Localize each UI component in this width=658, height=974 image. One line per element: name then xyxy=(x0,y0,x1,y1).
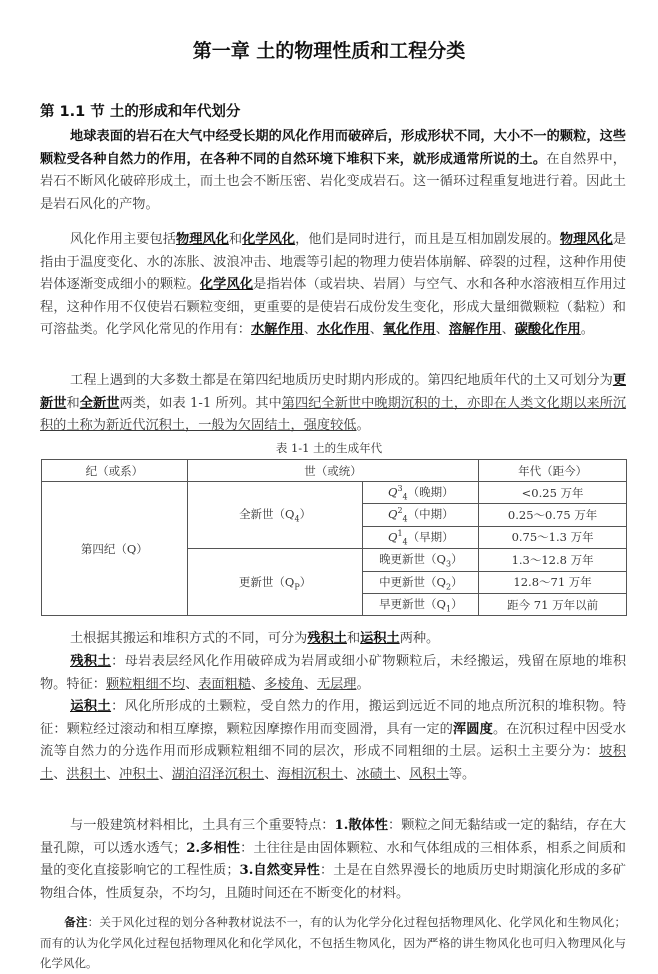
stage-label: （中期） xyxy=(407,507,454,522)
text: 是指岩体（或岩块、岩屑）与空气、水和各种水溶液相互作用过程，这种作用不仅使岩石颗粒变细，更重要的是使岩石成份发生变化，形成大量细微颗粒（黏粒）和可溶盐类。化学风化常见的作用有： xyxy=(40,277,627,338)
text: 和 xyxy=(346,631,361,646)
stage-label: （晚期） xyxy=(407,485,454,500)
soil-definition-rest: 在自然界中，岩石不断风化破碎形成土，而土也会不断压密、岩化变成岩石。这一循环过程重复地进行着。因此土是岩石风化的产物。 xyxy=(40,151,626,212)
table-header: 世（或统） xyxy=(187,460,479,482)
age-cell: <0.25 万年 xyxy=(479,482,627,504)
term-residual-soil: 残积土 xyxy=(70,654,112,669)
term-chemical-weathering: 化学风化 xyxy=(242,232,296,247)
separator: 、 xyxy=(264,766,278,782)
soil-age-table xyxy=(41,459,627,616)
paragraph-transport-types xyxy=(40,628,626,651)
stage-cell xyxy=(363,482,479,504)
term-hydrolysis: 水解作用 xyxy=(251,322,304,338)
text: 。 xyxy=(580,322,594,338)
text: 两种。 xyxy=(399,631,440,646)
text: 。 xyxy=(356,418,370,434)
text: 等。 xyxy=(448,766,476,782)
note-text: ：关于风化过程的划分各种教材说法不一，有的认为化学分化过程包括物理风化、化学风化和生物风化；而有的认为化学风化过程包括物理风化和化学风化，不包括生物风化，因为严格的讲生物风化也可归入物理风化与化学风化。 xyxy=(40,915,626,970)
soil-type-item: 洪积土 xyxy=(66,766,106,782)
stage-cell xyxy=(363,504,479,526)
underlined-statement: 第四纪全新世中晚期沉积的土，亦即在人类文化期以来所沉积的土称为新近代沉积土，一般为欠固结土，强度较低 xyxy=(40,395,627,434)
stage-label-end: ） xyxy=(451,597,463,611)
stage-label-end: ） xyxy=(451,552,463,567)
stage-cell xyxy=(363,593,479,615)
separator: 、 xyxy=(251,676,265,692)
term-physical-weathering: 物理风化 xyxy=(175,232,229,247)
text: 风化作用主要包括 xyxy=(70,232,176,247)
epoch-subscript: 4 xyxy=(294,514,300,524)
stage-label: 早更新世（Q xyxy=(379,597,446,611)
age-cell: 1.3～12.8 万年 xyxy=(479,549,627,571)
separator: 、 xyxy=(105,766,120,782)
paragraph-quaternary xyxy=(40,370,626,438)
table-caption: 表 1-1 土的生成年代 xyxy=(275,441,383,455)
stage-label: （早期） xyxy=(407,529,454,544)
text: ，他们是同时进行，而且是互相加剧发展的。 xyxy=(295,232,560,247)
term-transported-soil: 运积土 xyxy=(70,699,112,714)
stage-label: 晚更新世（Q xyxy=(379,552,446,567)
table-header: 年代（距今） xyxy=(479,460,627,482)
symbol: Q xyxy=(388,507,398,522)
soil-definition-bold: 地球表面的岩石在大气中经受长期的风化作用而破碎后，形成形状不同，大小不一的颗粒，这些颗粒受各种自然力的作用，在各种不同的自然环境下堆积下来，就形成通常所说的土。 xyxy=(40,129,626,167)
term-transported-soil: 运积土 xyxy=(360,631,400,646)
superscript: 3 xyxy=(397,484,403,494)
soil-type-item: 冰碛土 xyxy=(356,766,397,782)
subscript: 4 xyxy=(402,537,408,547)
paragraph-residual-soil xyxy=(40,651,626,696)
text: 。在沉积过程中因受水流等自然力的分选作用而形成颗粒粗细不同的层次，形成不同粗细的土层。运积土主要分为： xyxy=(40,721,627,760)
text: 和 xyxy=(228,232,243,247)
text: ：土往往是由固体颗粒、水和气体组成的三相体系，相系之间质和量的变化直接影响它的工程性质； xyxy=(40,840,626,879)
paragraph-soil-definition xyxy=(40,126,626,216)
epoch-label: 更新世（Q xyxy=(238,574,295,589)
text: 。 xyxy=(356,676,370,692)
footnote xyxy=(40,912,626,974)
separator: 、 xyxy=(369,322,383,338)
feature-item: 表面粗糙 xyxy=(198,676,251,692)
text: 与一般建筑材料相比，土具有三个重要特点： xyxy=(70,818,335,833)
term-physical-weathering: 物理风化 xyxy=(559,232,613,247)
separator: 、 xyxy=(343,766,357,782)
term-multiphase: 2.多相性 xyxy=(186,840,241,856)
text: ：颗粒之间无黏结或一定的黏结，存在大量孔隙，可以透水透气； xyxy=(40,818,626,856)
term-residual-soil: 残积土 xyxy=(307,631,347,646)
table-header-row xyxy=(42,460,627,482)
term-chemical-weathering: 化学风化 xyxy=(199,277,254,293)
stage-label: 中更新世（Q xyxy=(379,574,446,589)
age-cell: 12.8～71 万年 xyxy=(479,571,627,593)
feature-item: 无层理 xyxy=(316,676,357,692)
text: 工程上遇到的大多数土都是在第四纪地质历史时期内形成的。第四纪地质年代的土又可划分为 xyxy=(70,373,613,388)
note-label: 备注 xyxy=(64,915,88,929)
soil-type-item: 湖泊沼泽沉积土 xyxy=(171,766,265,782)
term-pleistocene: 更新世 xyxy=(40,373,626,411)
subscript: 2 xyxy=(446,581,452,591)
text: ：土是在自然界漫长的地质历史时期演化形成的多矿物组合体，性质复杂，不均匀，且随时间还在不断变化的材料。 xyxy=(40,863,626,901)
section-title: 第 1.1 节 土的形成和年代划分 xyxy=(40,104,241,120)
separator: 、 xyxy=(303,676,317,692)
feature-item: 多棱角 xyxy=(264,676,304,692)
text: ：母岩表层经风化作用破碎成为岩屑或细小矿物颗粒后，未经搬运，残留在原地的堆积物。特征： xyxy=(40,654,627,692)
subscript: 4 xyxy=(402,492,408,502)
text: 是指由于温度变化、水的冻胀、波浪冲击、地震等引起的物理力使岩体崩解、碎裂的过程，这种作用使岩体逐渐变成细小的颗粒。 xyxy=(40,232,627,293)
stage-cell xyxy=(363,526,479,548)
text: 和 xyxy=(66,395,80,411)
term-carbonation: 碳酸化作用 xyxy=(514,322,581,338)
age-cell: 距今 71 万年以前 xyxy=(479,593,627,615)
feature-item: 颗粒粗细不均 xyxy=(105,676,186,692)
paragraph-weathering xyxy=(40,229,626,342)
stage-cell xyxy=(363,549,479,571)
superscript: 1 xyxy=(397,529,403,538)
paragraph-soil-characteristics xyxy=(40,815,626,905)
soil-type-item: 坡积土 xyxy=(40,744,626,782)
separator: 、 xyxy=(501,322,515,338)
soil-type-item: 冲积土 xyxy=(119,766,159,782)
soil-type-item: 风积土 xyxy=(409,766,449,782)
epoch-cell xyxy=(187,549,363,616)
term-oxidation: 氧化作用 xyxy=(382,322,436,338)
subscript: 4 xyxy=(402,514,408,524)
epoch-label: 全新世（Q xyxy=(239,507,295,522)
separator: 、 xyxy=(158,766,172,782)
separator: 、 xyxy=(396,766,410,782)
superscript: 2 xyxy=(397,506,403,516)
paragraph-transported-soil xyxy=(40,696,626,786)
symbol: Q xyxy=(388,529,398,544)
separator: 、 xyxy=(435,322,449,338)
soil-type-item: 海相沉积土 xyxy=(277,766,344,782)
term-roundness: 浑圆度 xyxy=(452,721,493,737)
age-cell: 0.75～1.3 万年 xyxy=(479,526,627,548)
separator: 、 xyxy=(303,322,317,338)
text: 两类，如表 1-1 所列。其中 xyxy=(119,395,282,411)
separator: 、 xyxy=(53,766,67,782)
epoch-subscript: P xyxy=(294,581,300,591)
stage-cell xyxy=(363,571,479,593)
era-cell: 第四纪（Q） xyxy=(42,482,188,616)
chapter-title: 第一章 土的物理性质和工程分类 xyxy=(192,40,466,62)
text: ：风化所形成的土颗粒，受自然力的作用，搬运到远近不同的地点所沉积的堆积物。特征：颗粒经过滚动和相互摩擦，颗粒因摩擦作用而变圆滑，具有一定的 xyxy=(40,699,627,737)
symbol: Q xyxy=(388,485,398,500)
age-cell: 0.25～0.75 万年 xyxy=(479,504,627,526)
term-natural-variability: 3.自然变异性 xyxy=(239,863,320,879)
stage-label-end: ） xyxy=(451,574,463,589)
epoch-cell xyxy=(187,482,363,549)
table-header: 纪（或系） xyxy=(42,460,188,482)
epoch-label-end: ） xyxy=(299,574,312,589)
epoch-label-end: ） xyxy=(299,507,312,522)
subscript: 1 xyxy=(446,604,452,614)
subscript: 3 xyxy=(446,559,452,569)
text: 土根据其搬运和堆积方式的不同，可分为 xyxy=(70,631,308,646)
term-holocene: 全新世 xyxy=(79,395,120,411)
separator: 、 xyxy=(185,676,199,692)
term-dissolution: 溶解作用 xyxy=(448,322,502,338)
table-row xyxy=(42,482,627,504)
term-hydration: 水化作用 xyxy=(316,322,370,338)
term-dispersity: 1.散体性 xyxy=(334,818,388,833)
